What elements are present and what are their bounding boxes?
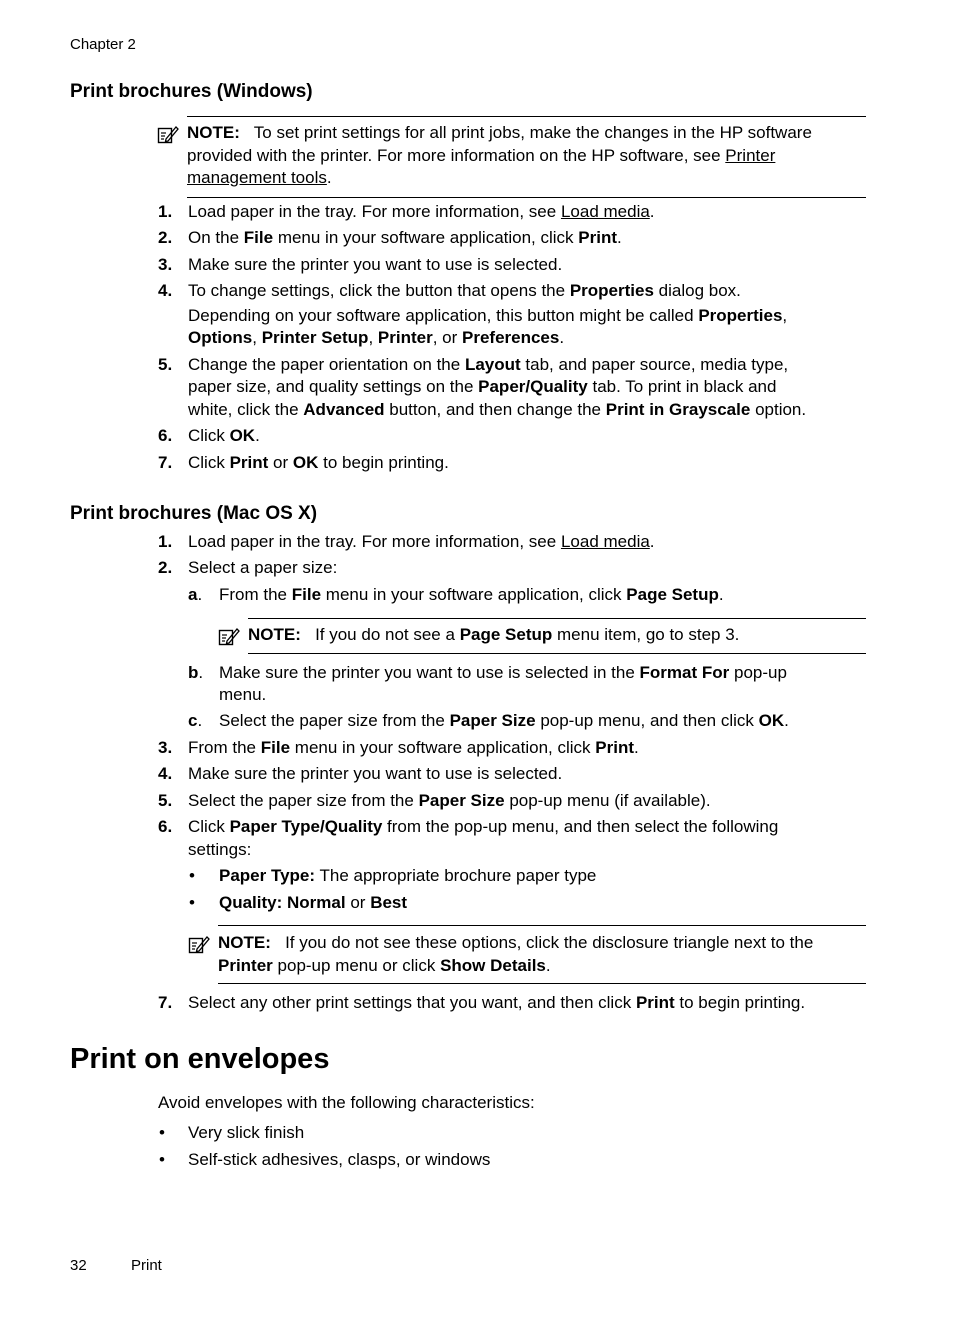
note-disclosure-line-2: Printer pop-up menu or click Show Details. (218, 956, 551, 975)
note-rule-bottom (248, 653, 866, 654)
step-number: 1. (158, 532, 173, 551)
step-number: 6. (158, 426, 173, 445)
step-number: 1. (158, 202, 173, 221)
mac-substep-a: From the File menu in your software application, click Page Setup. (219, 585, 724, 604)
envelope-item: Very slick finish (188, 1123, 305, 1142)
envelope-item: Self-stick adhesives, clasps, or windows (188, 1150, 491, 1169)
page-number: 32 (70, 1257, 87, 1274)
win-step-5-line-2: paper size, and quality settings on the Paper/Quality tab. To print in black and (188, 377, 777, 396)
mac-substep-b-line-2: menu. (219, 685, 267, 704)
section-title-envelopes: Print on envelopes (70, 1043, 330, 1075)
win-step-2: On the File menu in your software application, click Print. (188, 228, 622, 247)
step-number: 2. (158, 558, 173, 577)
mac-step-4: Make sure the printer you want to use is selected. (188, 764, 563, 783)
step-number: 6. (158, 817, 173, 836)
note-icon (157, 124, 179, 144)
section-title-windows: Print brochures (Windows) (70, 81, 313, 102)
link-printer-management-tools-2[interactable]: management tools (187, 168, 327, 187)
step-number: 4. (158, 764, 173, 783)
note-line-2: provided with the printer. For more information on the HP software, see Printer (187, 146, 776, 165)
mac-step-2: Select a paper size: (188, 558, 338, 577)
substep-letter: b. (188, 663, 204, 682)
note-rule-top (218, 925, 866, 926)
step-number: 2. (158, 228, 173, 247)
note-rule-top (248, 618, 866, 619)
section-title-mac: Print brochures (Mac OS X) (70, 503, 318, 524)
link-load-media-mac[interactable]: Load media (560, 532, 650, 551)
win-step-4-detail-1: Depending on your software application, this button might be called Properties, (188, 306, 788, 325)
win-step-4-detail-2: Options, Printer Setup, Printer, or Preferences. (188, 328, 565, 347)
mac-substep-b-line-1: Make sure the printer you want to use is selected in the Format For pop-up (219, 663, 787, 682)
substep-letter: a. (188, 585, 203, 604)
step-number: 5. (158, 355, 173, 374)
bullet-mark: • (189, 866, 195, 885)
step-number: 5. (158, 791, 173, 810)
win-step-3: Make sure the printer you want to use is selected. (188, 255, 563, 274)
note-icon (218, 626, 240, 646)
mac-step-6-line-1: Click Paper Type/Quality from the pop-up menu, and then select the following (188, 817, 779, 836)
bullet-mark: • (189, 893, 195, 912)
mac-step-3: From the File menu in your software application, click Print. (188, 738, 639, 757)
bullet-mark: • (159, 1123, 165, 1142)
note-line-3: management tools. (187, 168, 332, 187)
win-step-4: To change settings, click the button that opens the Properties dialog box. (188, 281, 741, 300)
win-step-6: Click OK. (188, 426, 260, 445)
footer-section: Print (131, 1257, 162, 1274)
chapter-label: Chapter 2 (70, 36, 136, 53)
bullet-mark: • (159, 1150, 165, 1169)
mac-step-1: Load paper in the tray. For more information, see Load media. (188, 532, 655, 551)
note-rule-bottom (218, 983, 866, 984)
bullet-paper-type: Paper Type: The appropriate brochure paper type (219, 866, 597, 885)
note-icon (188, 934, 210, 954)
note-rule-top (187, 116, 866, 117)
envelopes-intro: Avoid envelopes with the following characteristics: (158, 1093, 535, 1112)
step-number: 3. (158, 738, 173, 757)
mac-step-7: Select any other print settings that you want, and then click Print to begin printing. (188, 993, 806, 1012)
substep-letter: c. (188, 711, 203, 730)
note-line-1: NOTE: To set print settings for all print jobs, make the changes in the HP software (187, 123, 812, 142)
mac-step-5: Select the paper size from the Paper Size pop-up menu (if available). (188, 791, 711, 810)
note-rule-bottom (187, 197, 866, 198)
step-number: 7. (158, 453, 173, 472)
win-step-1: Load paper in the tray. For more information, see Load media. (188, 202, 655, 221)
note-disclosure-line-1: NOTE: If you do not see these options, click the disclosure triangle next to the (218, 933, 814, 952)
note-page-setup: NOTE: If you do not see a Page Setup menu item, go to step 3. (248, 625, 740, 644)
link-printer-management-tools-1[interactable]: Printer (725, 146, 776, 165)
step-number: 4. (158, 281, 173, 300)
link-load-media[interactable]: Load media (560, 202, 650, 221)
win-step-5-line-3: white, click the Advanced button, and then change the Print in Grayscale option. (188, 400, 807, 419)
win-step-5-line-1: Change the paper orientation on the Layout tab, and paper source, media type, (188, 355, 789, 374)
step-number: 3. (158, 255, 173, 274)
bullet-quality: Quality: Normal or Best (219, 893, 408, 912)
step-number: 7. (158, 993, 173, 1012)
mac-substep-c: Select the paper size from the Paper Size pop-up menu, and then click OK. (219, 711, 789, 730)
win-step-7: Click Print or OK to begin printing. (188, 453, 449, 472)
mac-step-6-line-2: settings: (188, 840, 252, 859)
